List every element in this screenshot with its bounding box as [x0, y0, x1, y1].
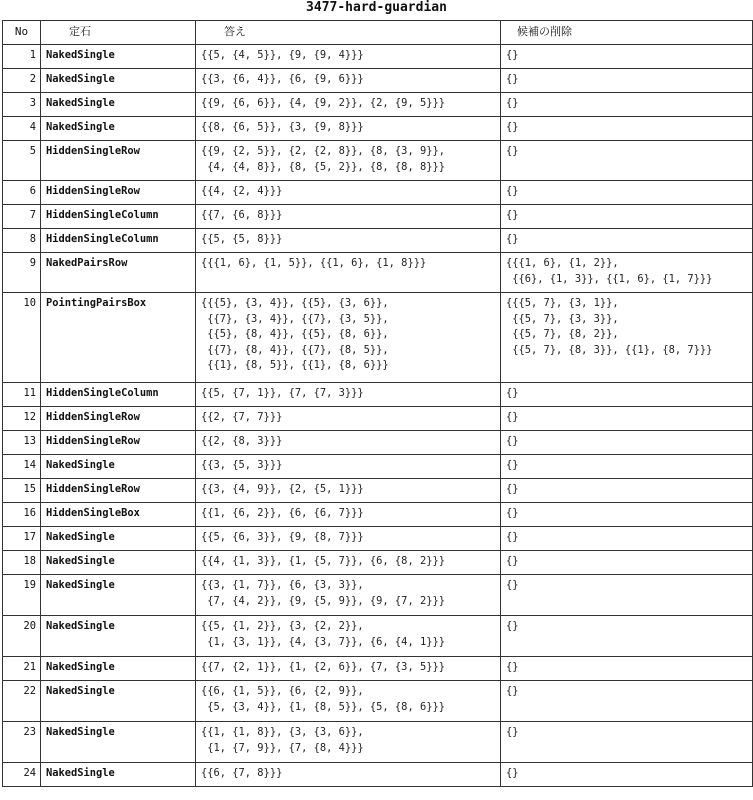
technique-name: NakedSingle	[41, 117, 196, 141]
candidate-deletion-cell: {}	[501, 181, 753, 205]
candidate-deletion-cell: {}	[501, 575, 753, 616]
table-row	[3, 205, 753, 229]
candidate-deletion-cell: {}	[501, 551, 753, 575]
candidate-deletion-cell: {}	[501, 616, 753, 657]
table-row	[3, 503, 753, 527]
solution-table	[2, 20, 753, 787]
row-number: 5	[3, 141, 41, 181]
table-row	[3, 479, 753, 503]
row-number: 20	[3, 616, 41, 657]
header-no: No	[3, 21, 41, 45]
row-number: 9	[3, 253, 41, 293]
table-row	[3, 117, 753, 141]
table-row	[3, 383, 753, 407]
table-header-row	[3, 21, 753, 45]
table-row	[3, 616, 753, 657]
candidate-deletion-cell: {}	[501, 407, 753, 431]
page-title: 3477-hard-guardian	[306, 0, 447, 15]
candidate-deletion-cell: {}	[501, 93, 753, 117]
candidate-deletion-cell: {{{5, 7}, {3, 1}}, {{5, 7}, {3, 3}}, {{5, 7}, {8, 2}}, {{5, 7}, {8, 3}}, {{1}, {8, 7}}}	[501, 293, 753, 383]
answer-cell: {{7, {2, 1}}, {1, {2, 6}}, {7, {3, 5}}}	[196, 657, 501, 681]
row-number: 8	[3, 229, 41, 253]
candidate-deletion-cell: {}	[501, 527, 753, 551]
header-candidate-deletion: 候補の削除	[501, 21, 753, 45]
answer-cell: {{1, {1, 8}}, {3, {3, 6}}, {1, {7, 9}}, {7, {8, 4}}}	[196, 722, 501, 763]
row-number: 23	[3, 722, 41, 763]
row-number: 12	[3, 407, 41, 431]
technique-name: NakedSingle	[41, 527, 196, 551]
table-row	[3, 551, 753, 575]
table-row	[3, 253, 753, 293]
answer-cell: {{3, {1, 7}}, {6, {3, 3}}, {7, {4, 2}}, {9, {5, 9}}, {9, {7, 2}}}	[196, 575, 501, 616]
candidate-deletion-cell: {}	[501, 503, 753, 527]
table-row	[3, 407, 753, 431]
row-number: 3	[3, 93, 41, 117]
answer-cell: {{7, {6, 8}}}	[196, 205, 501, 229]
row-number: 11	[3, 383, 41, 407]
answer-cell: {{8, {6, 5}}, {3, {9, 8}}}	[196, 117, 501, 141]
candidate-deletion-cell: {}	[501, 455, 753, 479]
technique-name: NakedSingle	[41, 93, 196, 117]
table-row	[3, 527, 753, 551]
row-number: 13	[3, 431, 41, 455]
table-row	[3, 181, 753, 205]
technique-name: NakedSingle	[41, 722, 196, 763]
row-number: 19	[3, 575, 41, 616]
answer-cell: {{3, {5, 3}}}	[196, 455, 501, 479]
candidate-deletion-cell: {}	[501, 722, 753, 763]
answer-cell: {{3, {6, 4}}, {6, {9, 6}}}	[196, 69, 501, 93]
technique-name: NakedSingle	[41, 455, 196, 479]
answer-cell: {{5, {4, 5}}, {9, {9, 4}}}	[196, 45, 501, 69]
technique-name: NakedSingle	[41, 616, 196, 657]
row-number: 18	[3, 551, 41, 575]
technique-name: HiddenSingleBox	[41, 503, 196, 527]
table-row	[3, 657, 753, 681]
table-row	[3, 141, 753, 181]
row-number: 14	[3, 455, 41, 479]
row-number: 15	[3, 479, 41, 503]
answer-cell: {{6, {1, 5}}, {6, {2, 9}}, {5, {3, 4}}, {1, {8, 5}}, {5, {8, 6}}}	[196, 681, 501, 722]
answer-cell: {{9, {6, 6}}, {4, {9, 2}}, {2, {9, 5}}}	[196, 93, 501, 117]
answer-cell: {{4, {2, 4}}}	[196, 181, 501, 205]
candidate-deletion-cell: {}	[501, 763, 753, 787]
answer-cell: {{6, {7, 8}}}	[196, 763, 501, 787]
answer-cell: {{5, {1, 2}}, {3, {2, 2}}, {1, {3, 1}}, {4, {3, 7}}, {6, {4, 1}}}	[196, 616, 501, 657]
candidate-deletion-cell: {}	[501, 681, 753, 722]
technique-name: NakedPairsRow	[41, 253, 196, 293]
answer-cell: {{5, {7, 1}}, {7, {7, 3}}}	[196, 383, 501, 407]
table-row	[3, 229, 753, 253]
row-number: 22	[3, 681, 41, 722]
candidate-deletion-cell: {}	[501, 431, 753, 455]
technique-name: NakedSingle	[41, 45, 196, 69]
technique-name: NakedSingle	[41, 69, 196, 93]
technique-name: NakedSingle	[41, 551, 196, 575]
header-answer: 答え	[196, 21, 501, 45]
technique-name: HiddenSingleRow	[41, 407, 196, 431]
row-number: 2	[3, 69, 41, 93]
candidate-deletion-cell: {}	[501, 205, 753, 229]
table-row	[3, 293, 753, 383]
table-row	[3, 575, 753, 616]
table-row	[3, 431, 753, 455]
row-number: 16	[3, 503, 41, 527]
answer-cell: {{9, {2, 5}}, {2, {2, 8}}, {8, {3, 9}}, {4, {4, 8}}, {8, {5, 2}}, {8, {8, 8}}}	[196, 141, 501, 181]
technique-name: PointingPairsBox	[41, 293, 196, 383]
answer-cell: {{2, {7, 7}}}	[196, 407, 501, 431]
row-number: 10	[3, 293, 41, 383]
row-number: 6	[3, 181, 41, 205]
technique-name: NakedSingle	[41, 657, 196, 681]
candidate-deletion-cell: {}	[501, 657, 753, 681]
candidate-deletion-cell: {}	[501, 45, 753, 69]
table-row	[3, 681, 753, 722]
table-row	[3, 455, 753, 479]
technique-name: HiddenSingleRow	[41, 431, 196, 455]
table-row	[3, 93, 753, 117]
row-number: 21	[3, 657, 41, 681]
candidate-deletion-cell: {}	[501, 229, 753, 253]
row-number: 7	[3, 205, 41, 229]
answer-cell: {{{5}, {3, 4}}, {{5}, {3, 6}}, {{7}, {3, 4}}, {{7}, {3, 5}}, {{5}, {8, 4}}, {{5}, {8, 6}}, {{7}, {8, 4}}, {{7}, {8, 5}}, {{1}, {8, 5}}, {{1}, {8, 6}}}	[196, 293, 501, 383]
technique-name: HiddenSingleColumn	[41, 383, 196, 407]
candidate-deletion-cell: {{{1, 6}, {1, 2}}, {{6}, {1, 3}}, {{1, 6}, {1, 7}}}	[501, 253, 753, 293]
technique-name: HiddenSingleRow	[41, 479, 196, 503]
table-row	[3, 763, 753, 787]
technique-name: HiddenSingleRow	[41, 141, 196, 181]
table-row	[3, 722, 753, 763]
technique-name: NakedSingle	[41, 681, 196, 722]
answer-cell: {{5, {5, 8}}}	[196, 229, 501, 253]
answer-cell: {{2, {8, 3}}}	[196, 431, 501, 455]
technique-name: NakedSingle	[41, 575, 196, 616]
technique-name: HiddenSingleColumn	[41, 205, 196, 229]
table-row	[3, 69, 753, 93]
row-number: 4	[3, 117, 41, 141]
candidate-deletion-cell: {}	[501, 479, 753, 503]
answer-cell: {{3, {4, 9}}, {2, {5, 1}}}	[196, 479, 501, 503]
row-number: 24	[3, 763, 41, 787]
technique-name: NakedSingle	[41, 763, 196, 787]
answer-cell: {{{1, 6}, {1, 5}}, {{1, 6}, {1, 8}}}	[196, 253, 501, 293]
row-number: 17	[3, 527, 41, 551]
candidate-deletion-cell: {}	[501, 69, 753, 93]
answer-cell: {{5, {6, 3}}, {9, {8, 7}}}	[196, 527, 501, 551]
answer-cell: {{4, {1, 3}}, {1, {5, 7}}, {6, {8, 2}}}	[196, 551, 501, 575]
candidate-deletion-cell: {}	[501, 383, 753, 407]
candidate-deletion-cell: {}	[501, 141, 753, 181]
table-row	[3, 45, 753, 69]
technique-name: HiddenSingleRow	[41, 181, 196, 205]
answer-cell: {{1, {6, 2}}, {6, {6, 7}}}	[196, 503, 501, 527]
technique-name: HiddenSingleColumn	[41, 229, 196, 253]
row-number: 1	[3, 45, 41, 69]
header-technique: 定石	[41, 21, 196, 45]
candidate-deletion-cell: {}	[501, 117, 753, 141]
